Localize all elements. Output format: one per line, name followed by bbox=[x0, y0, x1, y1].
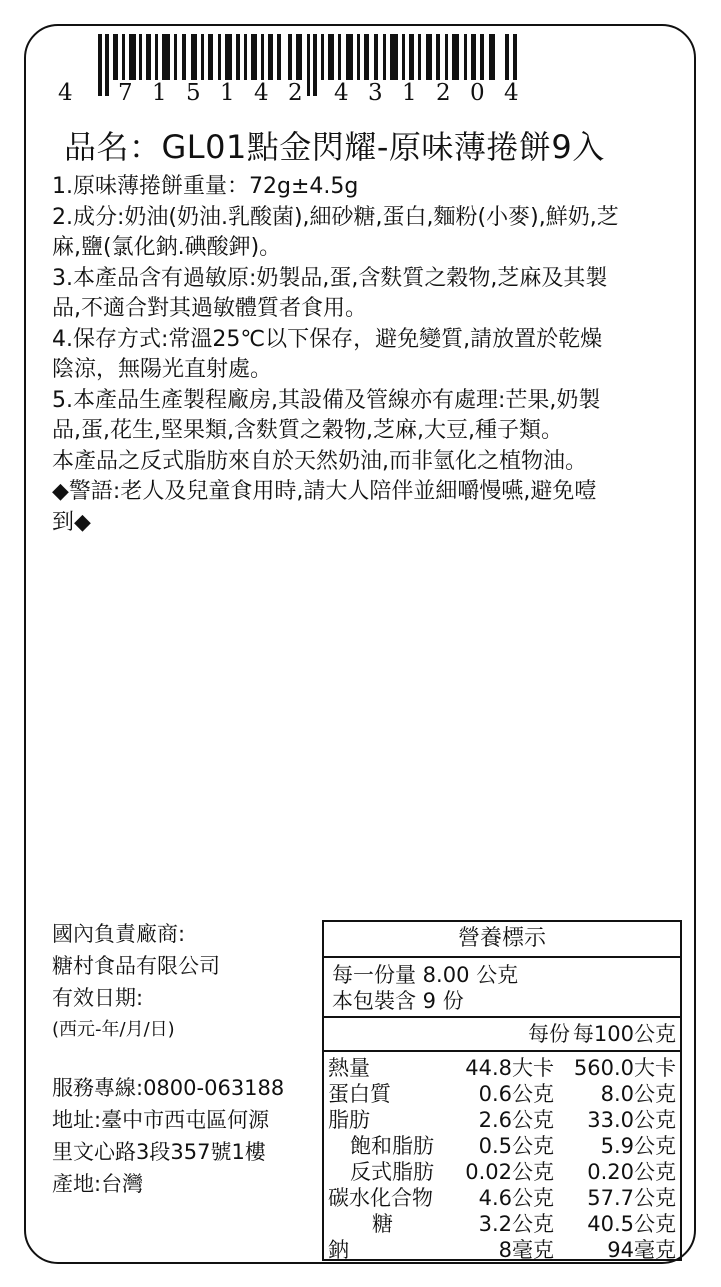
barcode-digit: 4 bbox=[334, 80, 349, 106]
nutrition-row bbox=[324, 1185, 680, 1211]
spacer bbox=[52, 1046, 322, 1072]
per-100g-value: 57.7公克 bbox=[587, 1186, 676, 1210]
per-serving-value: 2.6公克 bbox=[478, 1108, 554, 1132]
origin: 產地:台灣 bbox=[52, 1172, 144, 1196]
address-line: 里文心路3段357號1樓 bbox=[52, 1140, 266, 1164]
barcode-digit: 3 bbox=[368, 80, 383, 106]
nutrient-name: 脂肪 bbox=[328, 1108, 370, 1132]
per-100g-value: 5.9公克 bbox=[600, 1134, 676, 1158]
per-serving-value: 8毫克 bbox=[498, 1238, 554, 1262]
nutrition-row bbox=[324, 1237, 680, 1263]
nutrition-row bbox=[324, 1211, 680, 1237]
barcode-digit: 0 bbox=[470, 80, 485, 106]
expiry-label: 有效日期: bbox=[52, 986, 144, 1010]
warning-line: 到◆ bbox=[52, 509, 91, 535]
per-serving-value: 3.2公克 bbox=[478, 1212, 554, 1236]
expiry-format: (西元-年/月/日) bbox=[52, 1019, 175, 1040]
per-serving-value: 4.6公克 bbox=[478, 1186, 554, 1210]
per-100g-value: 94毫克 bbox=[607, 1238, 676, 1262]
col-per-serving: 每份 bbox=[528, 1022, 570, 1046]
barcode-digit: 4 bbox=[504, 80, 519, 106]
barcode-digit: 1 bbox=[152, 80, 167, 106]
detail-line: 2.成分:奶油(奶油.乳酸菌),細砂糖,蛋白,麵粉(小麥),鮮奶,芝 bbox=[52, 204, 619, 230]
per-serving-value: 0.02公克 bbox=[465, 1160, 554, 1184]
product-title: 品名：GL01點金閃耀-原味薄捲餅9入 bbox=[64, 128, 605, 166]
nutrition-row bbox=[324, 1159, 680, 1185]
col-per-100g: 每100公克 bbox=[572, 1022, 676, 1046]
barcode-digit: 2 bbox=[288, 80, 303, 106]
nutrition-row bbox=[324, 1107, 680, 1133]
nutrition-rows bbox=[324, 1052, 680, 1263]
detail-line: 品,蛋,花生,堅果類,含麩質之穀物,芝麻,大豆,種子類。 bbox=[52, 418, 563, 443]
per-100g-value: 560.0大卡 bbox=[573, 1056, 676, 1080]
per-100g-value: 8.0公克 bbox=[600, 1082, 676, 1106]
per-100g-value: 40.5公克 bbox=[587, 1212, 676, 1236]
manufacturer-info bbox=[52, 918, 322, 1200]
barcode-digit: 7 bbox=[118, 80, 133, 106]
serving-size: 每一份量 8.00 公克 bbox=[332, 963, 519, 987]
nutrition-row bbox=[324, 1055, 680, 1081]
detail-line: 3.本產品含有過敏原:奶製品,蛋,含麩質之穀物,芝麻及其製 bbox=[52, 265, 608, 291]
per-100g-value: 0.20公克 bbox=[587, 1160, 676, 1184]
barcode-digits bbox=[56, 80, 519, 106]
responsible-label: 國內負責廠商: bbox=[52, 922, 186, 946]
nutrient-name: 碳水化合物 bbox=[328, 1186, 433, 1210]
service-hotline: 服務專線:0800-063188 bbox=[52, 1076, 285, 1100]
company-name: 糖村食品有限公司 bbox=[52, 954, 220, 978]
detail-line: 麻,鹽(氯化鈉.碘酸鉀)。 bbox=[52, 235, 282, 260]
barcode-digit: 5 bbox=[186, 80, 201, 106]
detail-line: 陰涼，無陽光直射處。 bbox=[52, 357, 273, 382]
nutrient-name: 飽和脂肪 bbox=[350, 1134, 434, 1158]
barcode-digit: 1 bbox=[220, 80, 235, 106]
detail-line: 4.保存方式:常溫25℃以下保存，避免變質,請放置於乾燥 bbox=[52, 326, 603, 352]
detail-line: 5.本產品生產製程廠房,其設備及管線亦有處理:芒果,奶製 bbox=[52, 387, 601, 413]
per-100g-value: 33.0公克 bbox=[587, 1108, 676, 1132]
nutrition-row bbox=[324, 1081, 680, 1107]
detail-line: 1.原味薄捲餅重量：72g±4.5g bbox=[52, 174, 359, 199]
nutrient-name: 蛋白質 bbox=[328, 1082, 391, 1106]
per-serving-value: 0.6公克 bbox=[478, 1082, 554, 1106]
product-details bbox=[52, 172, 682, 538]
barcode-digit: 1 bbox=[402, 80, 417, 106]
barcode-digit: 4 bbox=[254, 80, 269, 106]
per-serving-value: 44.8大卡 bbox=[465, 1056, 554, 1080]
nutrition-row bbox=[324, 1133, 680, 1159]
barcode-digit: 4 bbox=[58, 80, 73, 106]
servings-per-pack: 本包裝含 9 份 bbox=[332, 989, 464, 1013]
nutrient-name: 熱量 bbox=[328, 1056, 370, 1080]
warning-line: ◆警語:老人及兒童食用時,請大人陪伴並細嚼慢嚥,避免噎 bbox=[52, 479, 597, 504]
nutrition-facts bbox=[322, 920, 682, 1261]
nutrient-name: 反式脂肪 bbox=[350, 1160, 434, 1184]
nutrition-title: 營養標示 bbox=[324, 922, 680, 958]
per-serving-value: 0.5公克 bbox=[478, 1134, 554, 1158]
detail-line: 本產品之反式脂肪來自於天然奶油,而非氫化之植物油。 bbox=[52, 448, 587, 474]
detail-line: 品,不適合對其過敏體質者食用。 bbox=[52, 296, 367, 321]
nutrient-name: 糖 bbox=[372, 1212, 393, 1236]
barcode-digit: 2 bbox=[436, 80, 451, 106]
nutrition-header bbox=[324, 1018, 680, 1052]
address-line: 地址:臺中市西屯區何源 bbox=[52, 1108, 270, 1132]
nutrient-name: 鈉 bbox=[328, 1238, 349, 1262]
serving-info bbox=[324, 958, 680, 1018]
